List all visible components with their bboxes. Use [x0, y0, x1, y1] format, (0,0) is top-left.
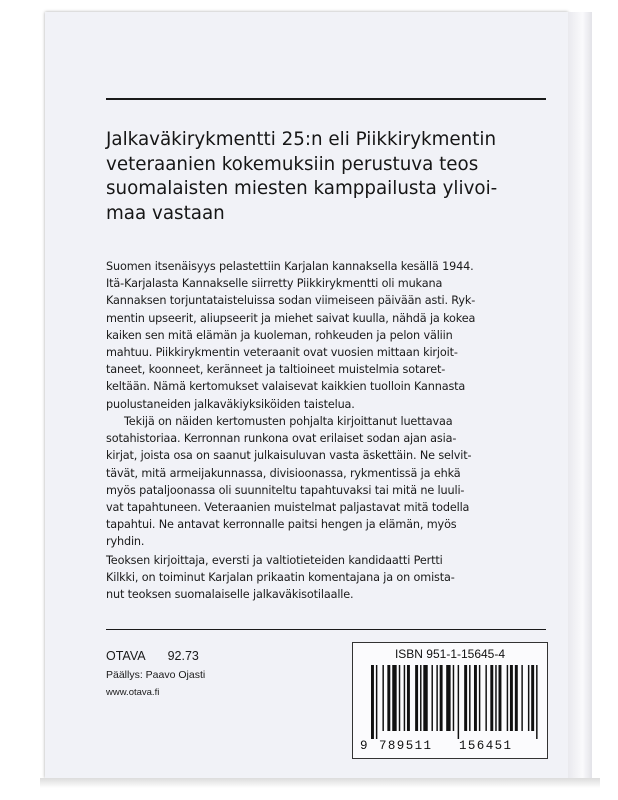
barcode-bar: [495, 665, 496, 731]
text-line: puolustaneiden jalkaväkiyksiköiden taistelua.: [106, 397, 355, 411]
barcode-bar: [536, 665, 537, 739]
barcode-bar: [436, 665, 437, 731]
paragraph-1: [106, 258, 549, 413]
barcode-bar: [407, 665, 410, 731]
publisher-website: www.otava.fi: [106, 687, 160, 698]
text-line: Suomen itsenäisyys pelastettiin Karjalan kannaksella kesällä 1944.: [106, 260, 474, 273]
text-line: Kilkki, on toiminut Karjalan prikaatin komentajana ja on omista-: [106, 571, 455, 585]
text-line: myös pataljoonassa oli suunniteltu tapahtuvaksi tai mitä ne luuli-: [106, 483, 465, 497]
text-line: Tekijä on näiden kertomusten pohjalta kirjoittanut luettavaa: [124, 415, 453, 428]
barcode-bar: [415, 665, 418, 731]
barcode-bar: [399, 665, 400, 731]
barcode-bar: [420, 665, 421, 731]
barcode-bar: [376, 665, 377, 739]
barcode-bar: [507, 665, 508, 731]
barcode-bar: [531, 665, 534, 731]
bottom-rule: [106, 629, 546, 630]
text-line: keltään. Nämä kertomukset valaisevat kaikkien tuolloin Kannasta: [106, 380, 466, 394]
barcode-right-group: 156451: [459, 739, 513, 753]
barcode-bar: [423, 665, 427, 731]
barcode-bar: [371, 665, 374, 739]
barcode-bar: [382, 665, 383, 731]
cover-shadow: [40, 778, 600, 788]
barcode-bar: [464, 665, 467, 731]
barcode-bar: [404, 665, 405, 731]
isbn-number: ISBN 951-1-15645-4: [394, 647, 506, 661]
barcode-bar: [453, 665, 454, 731]
text-line: Itä-Karjalasta Kannakselle siirretty Piikkirykmentti oli mukana: [106, 277, 443, 291]
publisher-name: OTAVA: [106, 649, 146, 663]
book-spine: [568, 12, 592, 778]
publisher-line: [106, 649, 199, 663]
barcode-bar: [458, 665, 459, 739]
lead-line: veteraanien kokemuksiin perustuva teos: [106, 153, 479, 175]
barcode-bar: [392, 665, 396, 731]
lead-line: Jalkaväkirykmentti 25:n eli Piikkirykmentin: [106, 129, 497, 150]
text-line: taneet, koonneet, keränneet ja taltioineet muistelmia sotaret-: [106, 363, 446, 377]
isbn-barcode-box: [352, 642, 548, 759]
lead-line: suomalaisten miesten kamppailusta ylivoi-: [106, 178, 498, 199]
text-line: kaiken sen mitä elämän ja kuoleman, rohkeuden ja pelon väliin: [106, 328, 453, 342]
barcode-bar: [446, 665, 450, 731]
text-line: kirjat, joista osa on saanut julkaisuluvan vasta äskettäin. Ne selvit-: [106, 449, 472, 463]
text-line: ryhdin.: [106, 535, 145, 549]
barcode-bar: [479, 665, 480, 731]
barcode-bar: [528, 665, 529, 731]
cover-designer-credit: Päällys: Paavo Ojasti: [106, 669, 206, 681]
barcode-bar: [521, 665, 522, 731]
barcode-bar: [431, 665, 432, 731]
paragraph-2: [106, 413, 549, 551]
barcode-bar: [469, 665, 470, 731]
text-line: vat tapahtuneen. Veteraanien muistelmat paljastavat mitä todella: [106, 501, 470, 515]
top-rule: [106, 98, 546, 100]
barcode-bar: [440, 665, 443, 731]
text-line: mentin upseerit, aliupseerit ja miehet saivat kuulla, nähdä ja kokea: [106, 311, 476, 325]
text-line: mahtuu. Piikkirykmentin veteraanit ovat vuosien mittaan kirjoit-: [106, 346, 458, 360]
barcode-bar: [474, 665, 477, 731]
publisher-code: 92.73: [167, 649, 199, 663]
text-line: nut teoksen suomalaiselle jalkaväkisotilaalle.: [106, 588, 354, 602]
barcode-bar: [387, 665, 390, 731]
barcode-lead-digit: 9: [360, 739, 368, 753]
text-line: sotahistoriaa. Kerronnan runkona ovat erilaiset sodan ajan asia-: [106, 432, 457, 446]
text-line: tapahtui. Ne antavat kerronnalle paitsi hengen ja elämän, myös: [106, 518, 457, 532]
barcode-bar: [515, 665, 518, 731]
text-line: Kannaksen torjuntataisteluissa sodan viimeiseen päivään asti. Ryk-: [106, 294, 476, 308]
lead-line: maa vastaan: [106, 202, 225, 224]
barcode-bar: [485, 665, 486, 731]
barcode-bar: [499, 665, 502, 731]
barcode-bar: [510, 665, 513, 731]
barcode-left-group: 789511: [379, 739, 433, 753]
barcode-bar: [490, 665, 493, 731]
barcode-icon: [371, 665, 541, 739]
lead-paragraph: [106, 128, 551, 226]
text-line: tävät, mitä armeijakunnassa, divisioonassa, rykmentissä ja ehkä: [106, 466, 461, 480]
paragraph-3: [106, 552, 549, 604]
text-line: Teoksen kirjoittaja, eversti ja valtiotieteiden kandidaatti Pertti: [106, 554, 443, 567]
